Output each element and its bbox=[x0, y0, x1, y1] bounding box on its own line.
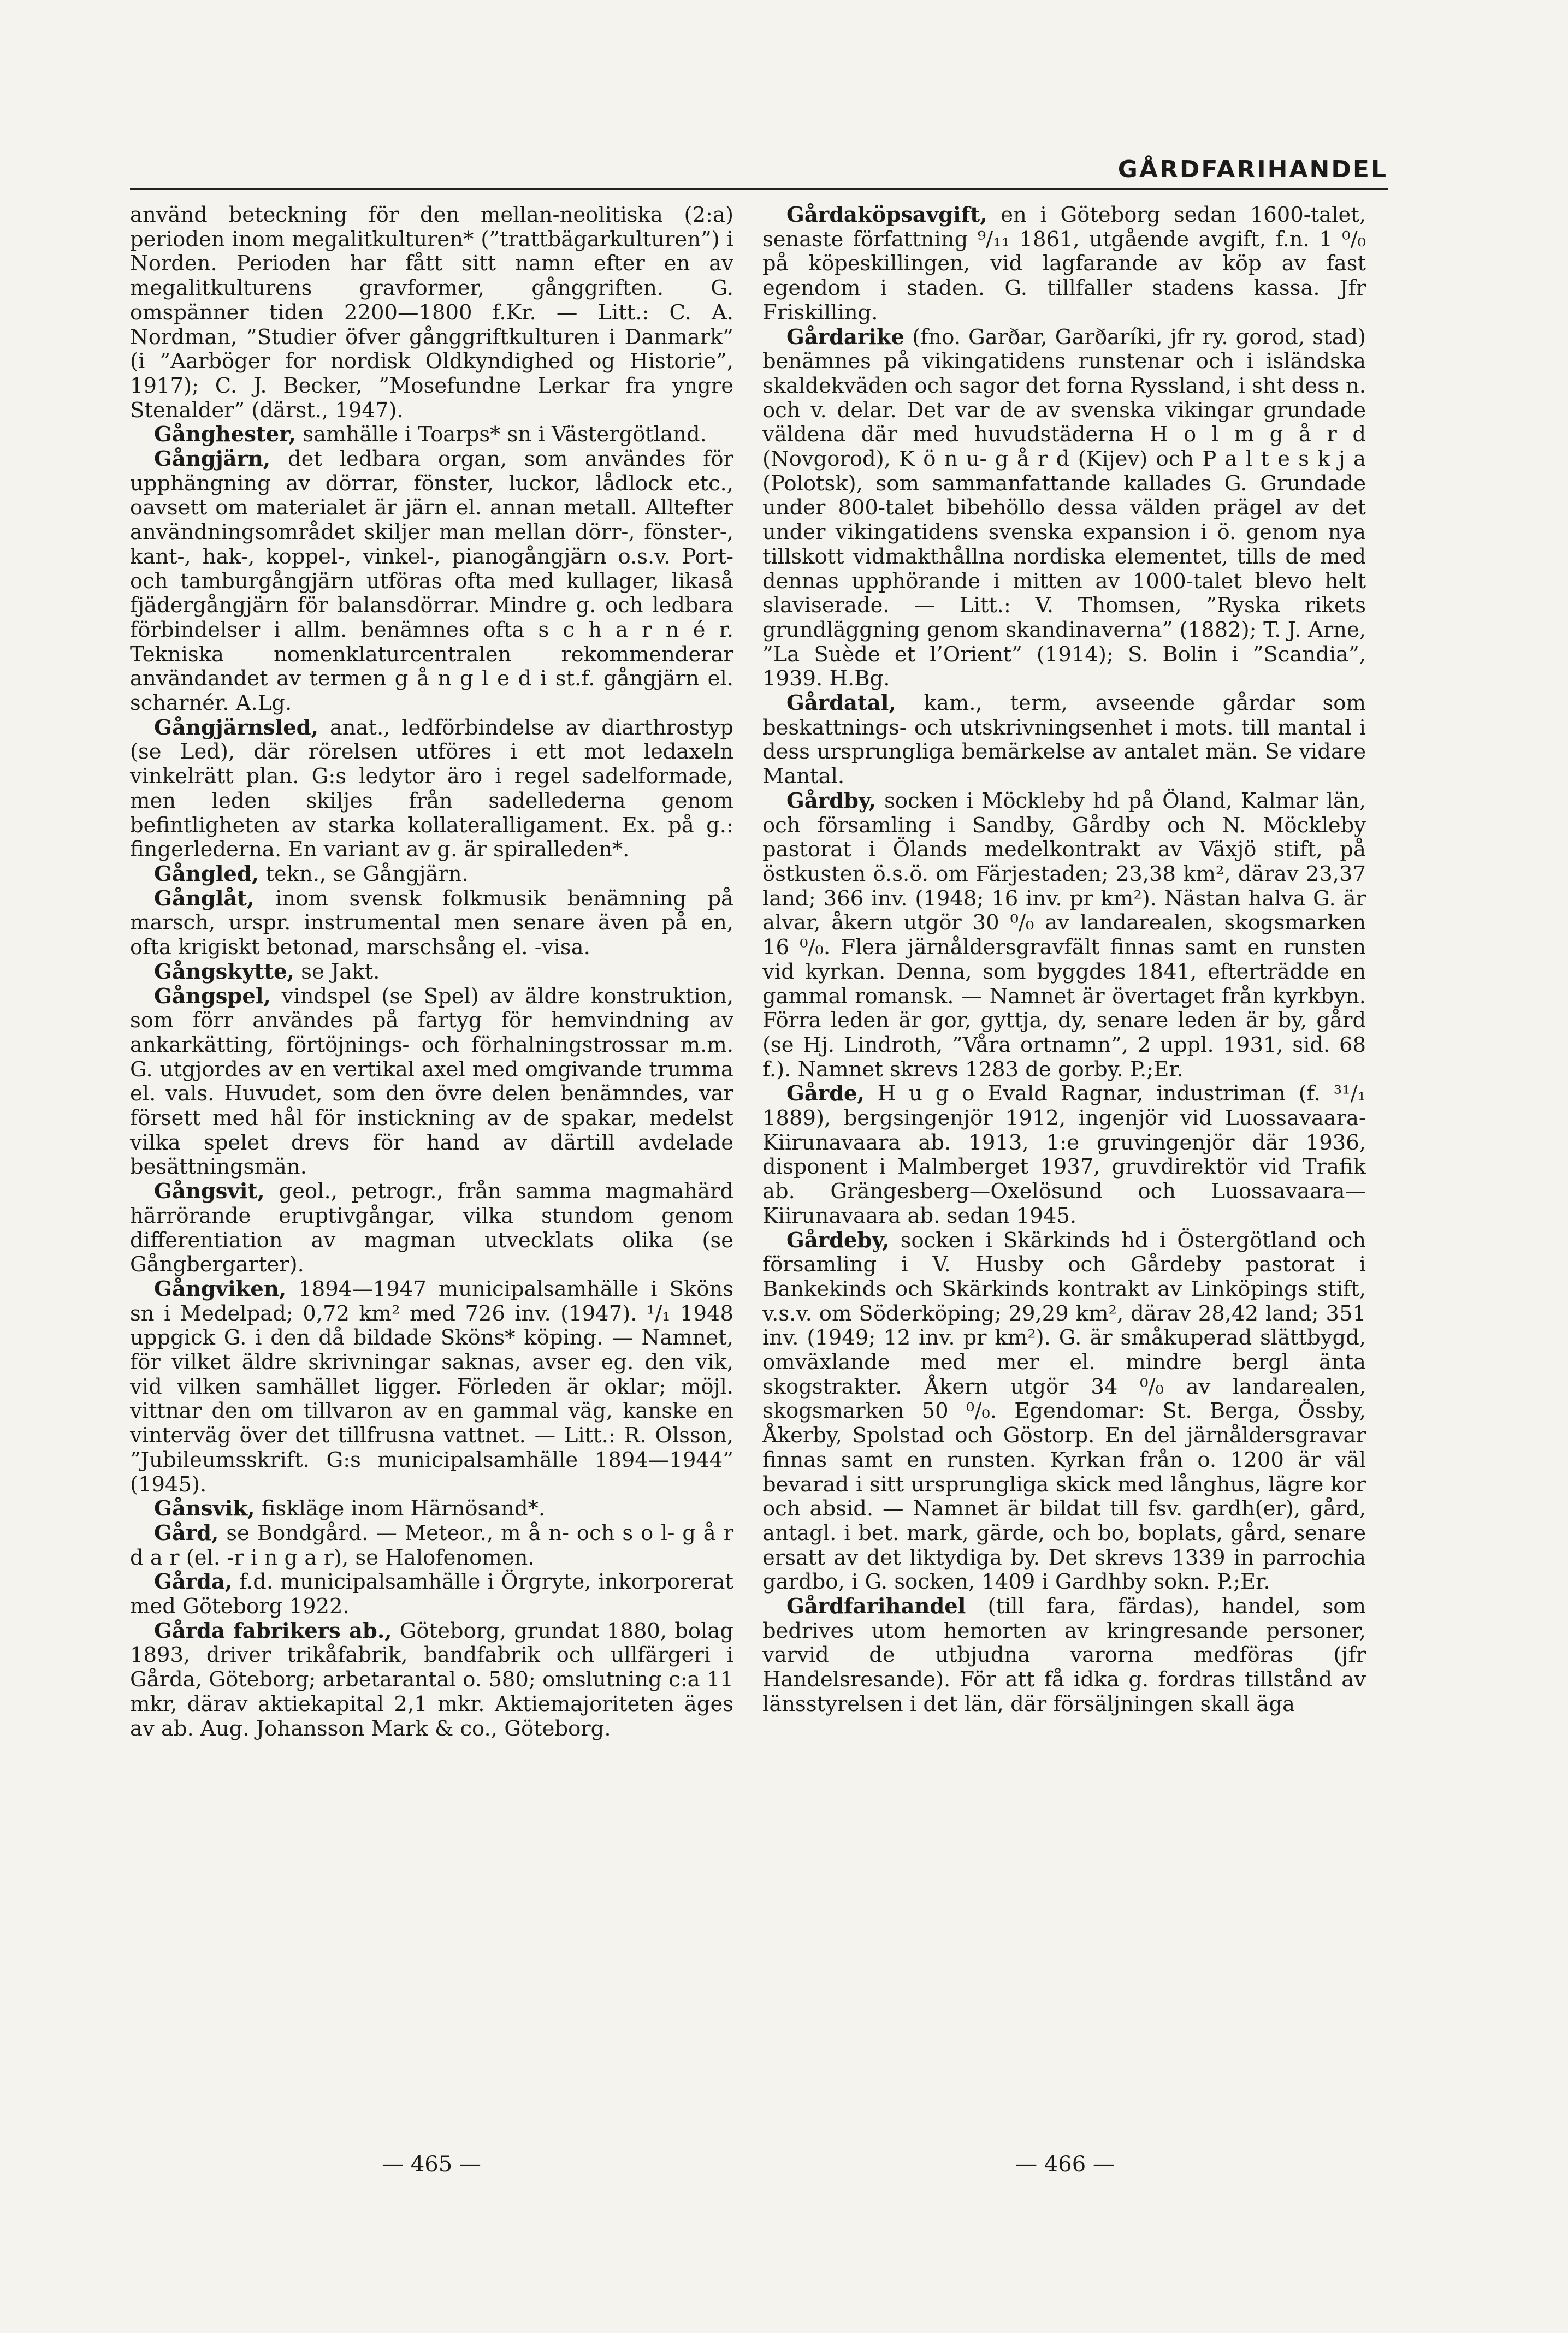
entry-text: anat., ledförbindelse av diarthrostyp (se Led), där rörelsen utföres i ett mot ledaxeln vinkelrätt plan. G:s ledytor äro i regel sadelformade, men leden skiljes från sadellederna genom befintligheten av starka kollateralligament. Ex. på g.: fingerlederna. En variant av g. är spiralleden*. bbox=[130, 715, 733, 862]
entry-text: f.d. municipalsamhälle i Örgryte, inkorporerat med Göteborg 1922. bbox=[130, 1570, 733, 1619]
right-column bbox=[762, 203, 1366, 1717]
entry-text: Göteborg, grundat 1880, bolag 1893, driver trikåfabrik, bandfabrik och ullfärgeri i Gårda, Göteborg; arbetarantal o. 580; omslutning c:a 11 mkr, därav aktiekapital 2,1 mkr. Aktiemajoriteten äges av ab. Aug. Johansson Mark & co., Göteborg. bbox=[130, 1618, 733, 1741]
entry-headword: Gårdatal, bbox=[786, 691, 896, 716]
entry-headword: Gångled, bbox=[154, 861, 259, 886]
entry-headword: Gånglåt, bbox=[154, 886, 255, 911]
entry-text: det ledbara organ, som användes för upphängning av dörrar, fönster, luckor, lådlock etc., oavsett om materialet är järn el. annan metall. Alltefter användningsområdet skiljer man mellan dörr-, fönster-, kant-, hak-, koppel-, vinkel-, pianogångjärn o.s.v. Port- och tamburgångjärn utföras ofta med kullager, likaså fjädergångjärn för balansdörrar. Mindre g. och ledbara förbindelser i allm. benämnes ofta s c h a r n é r. Tekniska nomenklaturcentralen rekommenderar användandet av termen g å n g l e d i st.f. gångjärn el. scharnér. A.Lg. bbox=[130, 447, 733, 716]
dictionary-entry bbox=[130, 423, 733, 447]
entry-text: samhälle i Toarps* sn i Västergötland. bbox=[303, 422, 707, 447]
entry-headword: Gångspel, bbox=[154, 984, 271, 1009]
entry-headword: Gångjärn, bbox=[154, 447, 271, 472]
entry-text: 1894—1947 municipalsamhälle i Sköns sn i Medelpad; 0,72 km² med 726 inv. (1947). ¹/₁ 1948 uppgick G. i den då bildade Sköns* köping. — Namnet, för vilket äldre skrivningar saknas, avser eg. den vik, vid vilken samhället ligger. Förleden är oklar; möjl. vittnar den om tillvaron av en gammal väg, kanske en vinterväg över det tillfrusna vattnet. — Litt.: R. Olsson, ”Jubileumsskrift. G:s municipalsamhälle 1894—1944” (1945). bbox=[130, 1276, 733, 1497]
dictionary-entry bbox=[130, 1497, 733, 1521]
dictionary-entry bbox=[762, 1595, 1366, 1717]
entry-text: geol., petrogr., från samma magmahärd härrörande eruptivgångar, vilka stundom genom differentiation av magman utvecklats olika (se Gångbergarter). bbox=[130, 1179, 733, 1277]
dictionary-entry bbox=[130, 1619, 733, 1742]
dictionary-entry bbox=[130, 1521, 733, 1570]
entry-headword: Gårde, bbox=[786, 1081, 865, 1106]
dictionary-entry bbox=[762, 1082, 1366, 1228]
entry-text: (till fara, färdas), handel, som bedrives utom hemorten av kringresande personer, varvid de utbjudna varorna medföras (jfr Handelsresande). För att få idka g. fordras tillstånd av länsstyrelsen i det län, där försäljningen skall äga bbox=[762, 1594, 1366, 1716]
entry-text: (fno. Garðar, Garðaríki, jfr ry. gorod, stad) benämnes på vikingatidens runstenar och i isländska skaldekväden och sagor det forna Ryssland, i sht dess n. och v. delar. Det var de av svenska vikingar grundade väldena där med huvudstäderna H o l m g å r d (Novgorod), K ö n u- g å r d (Kijev) och P a l t e s k j a (Polotsk), som sammanfattande kallades G. Grundade under 800-talet bibehöllo dessa välden prägel av det under vikingatidens svenska expansion i ö. genom nya tillskott vidmakthållna nordiska elementet, tills de med dennas upphörande i mitten av 1000-talet blevo helt slaviserade. — Litt.: V. Thomsen, ”Ryska rikets grundläggning genom skandinaverna” (1882); T. J. Arne, ”La Suède et l’Orient” (1914); S. Bolin i ”Scandia”, 1939. H.Bg. bbox=[762, 324, 1366, 691]
dictionary-entry bbox=[130, 203, 733, 423]
dictionary-entry bbox=[130, 960, 733, 985]
entry-text: socken i Skärkinds hd i Östergötland och församling i V. Husby och Gårdeby pastorat i Bankekinds och Skärkinds kontrakt av Linköpings stift, v.s.v. om Söderköping; 29,29 km², därav 28,42 land; 351 inv. (1949; 12 inv. pr km²). G. är småkuperad slättbygd, omväxlande med mer el. mindre bergl änta skogstrakter. Åkern utgör 34 ⁰/₀ av landarealen, skogsmarken 50 ⁰/₀. Egendomar: St. Berga, Össby, Åkerby, Spolstad och Göstorp. En del järnåldersgravar finnas samt en runsten. Kyrkan från o. 1200 är väl bevarad i sitt ursprungliga skick med långhus, lägre kor och absid. — Namnet är bildat till fsv. gardh(er), gård, antagl. i bet. mark, gärde, och bo, boplats, gård, senare ersatt av det liktydiga by. Det skrevs 1339 in parrochia gardbo, i G. socken, 1409 i Gardhby sokn. P.;Er. bbox=[762, 1228, 1366, 1595]
dictionary-entry bbox=[762, 1229, 1366, 1595]
dictionary-entry bbox=[762, 691, 1366, 789]
entry-headword: Gård, bbox=[154, 1520, 219, 1546]
header-rule bbox=[130, 188, 1388, 190]
dictionary-entry bbox=[130, 716, 733, 862]
dictionary-entry bbox=[130, 1277, 733, 1497]
entry-headword: Gångviken, bbox=[154, 1276, 287, 1301]
entry-text: en i Göteborg sedan 1600-talet, senaste författning ⁹/₁₁ 1861, utgående avgift, f.n. 1 ⁰/₀ på köpeskillingen, vid lagfarande av köp av fast egendom i staden. G. tillfaller stadens kassa. Jfr Friskilling. bbox=[762, 203, 1366, 325]
entry-text: H u g o Evald Ragnar, industriman (f. ³¹/₁ 1889), bergsingenjör 1912, ingenjör vid Luossavaara-Kiirunavaara ab. 1913, 1:e gruvingenjör där 1936, disponent i Malmberget 1937, gruvdirektör vid Trafik ab. Grängesberg—Oxelösund och Luossavaara—Kiirunavaara ab. sedan 1945. bbox=[762, 1081, 1366, 1228]
running-head: GÅRDFARIHANDEL bbox=[1117, 156, 1388, 183]
entry-headword: Gårdeby, bbox=[786, 1228, 890, 1253]
entry-headword: Gånghester, bbox=[154, 422, 297, 447]
page-number-right: — 466 — bbox=[1015, 2152, 1115, 2177]
entry-text: fiskläge inom Härnösand*. bbox=[261, 1496, 546, 1521]
dictionary-entry bbox=[130, 862, 733, 887]
dictionary-entry bbox=[762, 203, 1366, 325]
entry-headword: Gårdby, bbox=[786, 788, 877, 813]
left-column bbox=[130, 203, 733, 1741]
entry-text: kam., term, avseende gårdar som beskattnings- och utskrivningsenhet i mots. till mantal i dess ursprungliga bemärkelse av antalet män. Se vidare Mantal. bbox=[762, 691, 1366, 789]
entry-text: använd beteckning för den mellan-neolitiska (2:a) perioden inom megalitkulturen* (”trattbägarkulturen”) i Norden. Perioden har fått sitt namn efter en av megalitkulturens gravformer, gånggriften. G. omspänner tiden 2200—1800 f.Kr. — Litt.: C. A. Nordman, ”Studier öfver gånggriftkulturen i Danmark” (i ”Aarböger for nordisk Oldkyndighed og Historie”, 1917); C. J. Becker, ”Mosefundne Lerkar fra yngre Stenalder” (därst., 1947). bbox=[130, 203, 733, 423]
entry-headword: Gångsvit, bbox=[154, 1179, 265, 1204]
dictionary-entry bbox=[130, 887, 733, 960]
entry-text: vindspel (se Spel) av äldre konstruktion, som förr användes på fartyg för hemvindning av ankarkätting, förtöjnings- och förhalningstrossar m.m. G. utgjordes av en vertikal axel med omgivande trumma el. vals. Huvudet, som den övre delen benämndes, var försett med hål för instickning av de spakar, medelst vilka spelet drevs för hand av därtill avdelade besättningsmän. bbox=[130, 984, 733, 1180]
dictionary-entry bbox=[130, 1570, 733, 1619]
dictionary-entry bbox=[762, 325, 1366, 692]
entry-headword: Gårdaköpsavgift, bbox=[786, 203, 987, 227]
entry-text: tekn., se Gångjärn. bbox=[265, 861, 469, 886]
dictionary-entry bbox=[762, 789, 1366, 1082]
entry-text: socken i Möckleby hd på Öland, Kalmar län, och församling i Sandby, Gårdby och N. Möckleby pastorat i Ölands medelkontrakt av Växjö stift, på östkusten ö.s.ö. om Färjestaden; 23,38 km², därav 23,37 land; 366 inv. (1948; 16 inv. pr km²). Nästan halva G. är alvar, åkern utgör 30 ⁰/₀ av landarealen, skogsmarken 16 ⁰/₀. Flera järnåldersgravfält finnas samt en runsten vid kyrkan. Denna, som byggdes 1841, efterträdde en gammal romansk. — Namnet är övertaget från kyrkbyn. Förra leden är gor, gyttja, dy, senare leden är by, gård (se Hj. Lindroth, ”Våra ortnamn”, 2 uppl. 1931, sid. 68 f.). Namnet skrevs 1283 de gorby. P.;Er. bbox=[762, 788, 1366, 1082]
page-number-left: — 465 — bbox=[382, 2152, 481, 2177]
entry-text: se Jakt. bbox=[301, 959, 380, 984]
entry-headword: Gårda fabrikers ab., bbox=[154, 1618, 392, 1643]
entry-headword: Gårdarike bbox=[786, 324, 905, 350]
entry-headword: Gårdfarihandel bbox=[786, 1594, 966, 1619]
entry-headword: Gånsvik, bbox=[154, 1496, 255, 1521]
entry-text: inom svensk folkmusik benämning på marsch, urspr. instrumental men senare även på en, ofta krigiskt betonad, marschsång el. -visa. bbox=[130, 886, 733, 960]
dictionary-entry bbox=[130, 985, 733, 1180]
entry-headword: Gångskytte, bbox=[154, 959, 294, 984]
entry-text: se Bondgård. — Meteor., m å n- och s o l- g å r d a r (el. -r i n g a r), se Halofenomen. bbox=[130, 1520, 733, 1570]
dictionary-entry bbox=[130, 447, 733, 716]
entry-headword: Gångjärnsled, bbox=[154, 715, 319, 740]
entry-headword: Gårda, bbox=[154, 1570, 233, 1595]
dictionary-entry bbox=[130, 1180, 733, 1277]
